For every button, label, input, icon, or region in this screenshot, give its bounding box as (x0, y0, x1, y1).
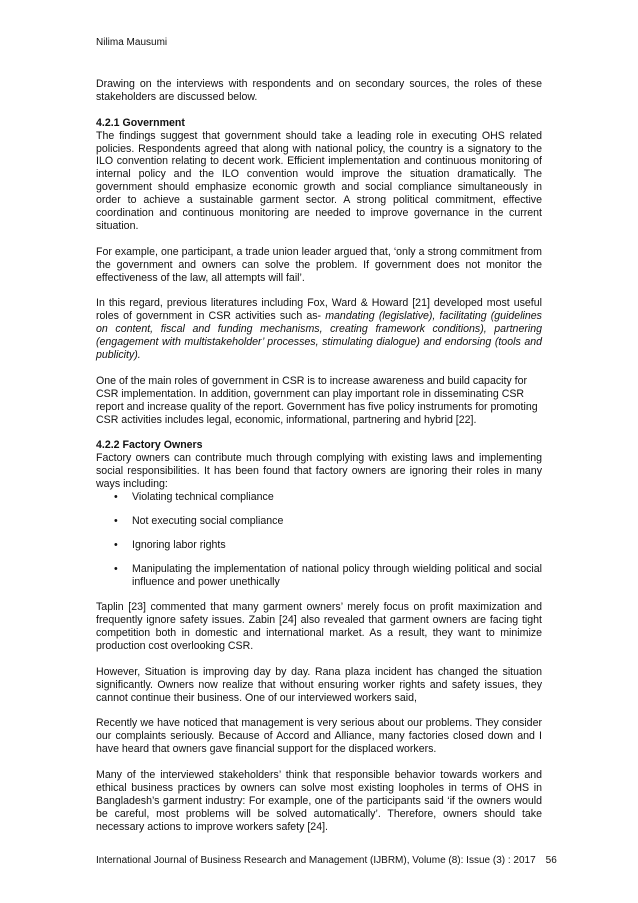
government-paragraph-2: For example, one participant, a trade union leader argued that, ‘only a strong commitment from the government and owners can solve the problem. If government does not monitor the effectiveness of the law, all attempts will fail’. (96, 245, 542, 284)
intro-paragraph: Drawing on the interviews with respondents and on secondary sources, the roles of these stakeholders are discussed below. (96, 78, 542, 103)
government-paragraph-4: One of the main roles of government in CSR is to increase awareness and build capacity for CSR implementation. In addition, government can play important role in disseminating CSR report and increase quality of the report. Government has five policy instruments for promoting CSR activities includes legal, economic, informational, partnering and hybrid [22]. (96, 374, 538, 426)
section-heading-factory-owners: 4.2.2 Factory Owners (96, 439, 203, 452)
owners-paragraph-1: Factory owners can contribute much through complying with existing laws and implementing social responsibilities. It has been found that factory owners are ignoring their roles in many ways including: (96, 452, 542, 491)
list-item-text: Violating technical compliance (132, 490, 274, 503)
government-roles-italic: mandating (legislative), facilitating (guidelines on content, fiscal and funding mechanisms, creating framework conditions), partnering (engagement with multistakeholder’ processes, stimulating dialogue) and endorsing (tools and publicity). (96, 310, 542, 361)
government-paragraph-3 (96, 297, 542, 362)
owners-paragraph-5: Many of the interviewed stakeholders’ think that responsible behavior towards workers and ethical business practices by owners can solve most existing loopholes in terms of OHS in Bangladesh’s garment industry: For example, one of the participants said ‘if the owners would be careful, most problems will be solved automatically’. Therefore, owners should take necessary actions to improve workers safety [24]. (96, 769, 542, 833)
owners-failures-list (96, 491, 542, 589)
bullet-icon: • (114, 562, 118, 575)
owners-paragraph-3: However, Situation is improving day by day. Rana plaza incident has changed the situation significantly. Owners now realize that without ensuring worker rights and safety issues, they cannot continue their business. One of our interviewed workers said, (96, 665, 542, 704)
body-content (96, 78, 542, 847)
list-item (96, 515, 542, 528)
bullet-icon: • (114, 514, 118, 527)
section-heading-government: 4.2.1 Government (96, 116, 185, 129)
list-item-text: Not executing social compliance (132, 514, 284, 527)
list-item (96, 491, 542, 504)
list-item-text: Ignoring labor rights (132, 538, 226, 551)
owners-paragraph-2: Taplin [23] commented that many garment owners’ merely focus on profit maximization and frequently ignore safety issues. Zabin [24] also revealed that garment owners are facing tight competition both in domestic and international market. As a result, they want to minimize production cost overlooking CSR. (96, 601, 542, 653)
government-paragraph-3-lead: In this regard, previous literatures including Fox, Ward & Howard [21] developed most useful roles of government in CSR activities such as- (96, 297, 542, 323)
worker-quote: Recently we have noticed that management is very serious about our problems. They consider our complaints seriously. Because of Accord and Alliance, many factories closed down and I have heard that owners gave financial support for the displaced workers. (96, 717, 542, 756)
running-header-author: Nilima Mausumi (96, 37, 168, 48)
list-item-text: Manipulating the implementation of national policy through wielding political and social influence and power unethically (132, 562, 542, 588)
government-paragraph-1: The findings suggest that government should take a leading role in executing OHS related policies. Respondents agreed that along with national policy, the country is a signatory to the ILO convention relating to decent work. Efficient implementation and continuous monitoring of internal policy and the ILO convention would improve the situation dramatically. The government should emphasize economic growth and social compliance simultaneously in order to achieve a sustainable garment sector. A strong political commitment, effective coordination and continuous monitoring are needed to improve governance in the current situation. (96, 129, 542, 232)
journal-citation: International Journal of Business Research and Management (IJBRM), Volume (8): Issue (3) : 2017 (96, 855, 536, 866)
bullet-icon: • (114, 538, 118, 551)
bullet-icon: • (114, 490, 118, 503)
running-footer (96, 855, 557, 866)
list-item (96, 539, 542, 552)
list-item (96, 563, 542, 589)
page-number: 56 (545, 855, 557, 866)
